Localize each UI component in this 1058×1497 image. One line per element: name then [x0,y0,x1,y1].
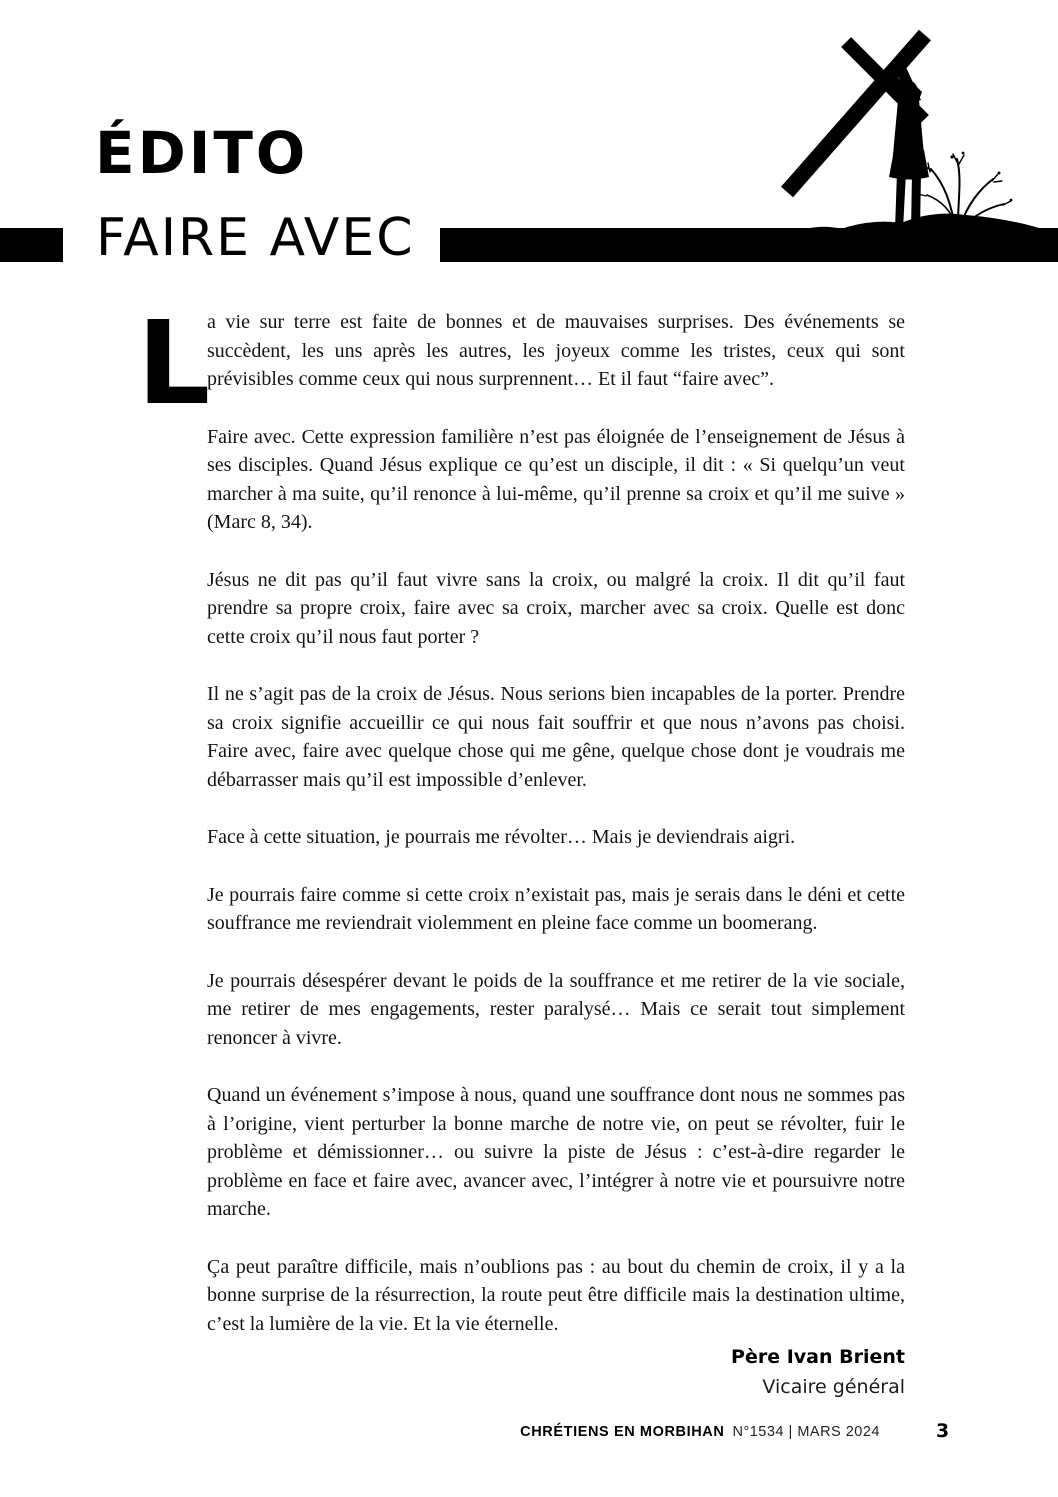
magazine-name: CHRÉTIENS EN MORBIHAN [520,1424,725,1440]
section-kicker: ÉDITO [95,119,309,187]
drop-cap: L [137,297,211,431]
editorial-body [207,308,905,1367]
paragraph: Face à cette situation, je pourrais me révolter… Mais je deviendrais aigri. [207,826,796,848]
paragraph: Ça peut paraître difficile, mais n’oublions pas : au bout du chemin de croix, il y a la bonne surprise de la résurrection, la route peut être difficile mais la destination ultime, c’est la lumière de la vie. Et la vie éternelle. [207,1255,905,1335]
footer [207,1424,880,1440]
issue-info: N°1534 | MARS 2024 [732,1424,880,1440]
signature-name: Père Ivan Brient [731,1346,905,1368]
page-number: 3 [936,1420,950,1442]
paragraph: Je pourrais désespérer devant le poids de la souffrance et me retirer de la vie sociale, me retirer de mes engagements, rester paralysé… Mais ce serait tout simplement renoncer à vivre. [207,969,905,1049]
paragraph: Quand un événement s’impose à nous, quand une souffrance dont nous ne sommes pas à l’origine, vient perturber la bonne marche de notre vie, on peut se révolter, fuir le problème et démissionner… ou suivre la piste de Jésus : c’est-à-dire regarder le problème en face et faire avec, avancer avec, l’intégrer à notre vie et poursuivre notre marche. [207,1084,905,1220]
paragraph: Je pourrais faire comme si cette croix n’existait pas, mais je serais dans le déni et cette souffrance me reviendrait violemment en pleine face comme un boomerang. [207,883,905,934]
page-title: FAIRE AVEC [96,208,415,268]
paragraph: Jésus ne dit pas qu’il faut vivre sans la croix, ou malgré la croix. Il dit qu’il faut prendre sa propre croix, faire avec sa croix, marcher avec sa croix. Quelle est donc cette croix qu’il nous faut porter ? [207,568,905,648]
paragraph: a vie sur terre est faite de bonnes et de mauvaises surprises. Des événements se succèdent, les uns après les autres, les joyeux comme les tristes, ceux qui sont prévisibles comme ceux qui nous surprennent… Et il faut “faire avec”. [207,311,905,390]
paragraph: Il ne s’agit pas de la croix de Jésus. Nous serions bien incapables de la porter. Prendre sa croix signifie accueillir ce qui nous fait souffrir et que nous n’avons pas choisi. Faire avec, faire avec quelque chose qui me gêne, quelque chose dont je voudrais me débarrasser mais qu’il est impossible d’enlever. [207,683,905,791]
paragraph: Faire avec. Cette expression familière n’est pas éloignée de l’enseignement de Jésus à ses disciples. Quand Jésus explique ce qu’est un disciple, il dit : « Si quelqu’un veut marcher à ma suite, qu’il renonce à lui-même, qu’il prenne sa croix et qu’il me suive » (Marc 8, 34). [207,425,905,533]
cross-bearer-illustration [700,10,1058,260]
title-rule-left [0,228,63,262]
signature-role: Vicaire général [762,1376,905,1398]
